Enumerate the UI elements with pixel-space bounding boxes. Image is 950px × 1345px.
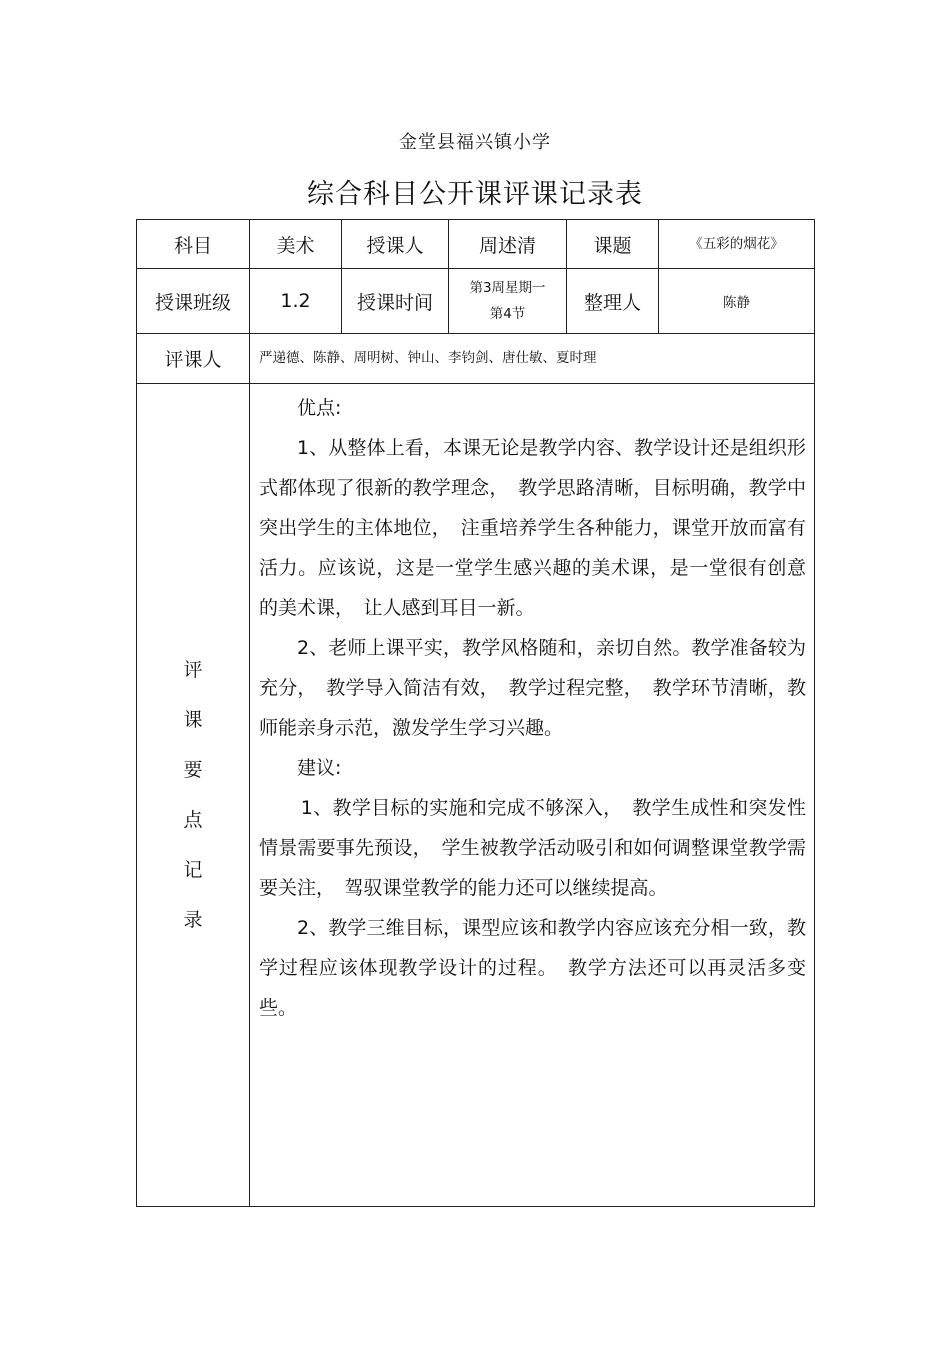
teacher-label: 授课人 (342, 220, 449, 269)
recorder-value: 陈静 (659, 269, 815, 334)
reviewers-value: 严递德、陈静、周明树、钟山、李钧剑、唐仕敏、夏时理 (250, 334, 815, 384)
vertical-char: 课 (183, 709, 203, 731)
time-line-2: 第4节 (489, 306, 526, 322)
time-value (449, 269, 567, 334)
reviewers-label: 评课人 (137, 334, 250, 384)
vertical-char: 要 (183, 759, 203, 781)
recorder-label: 整理人 (567, 269, 659, 334)
form-title: 综合科目公开课评课记录表 (307, 179, 643, 210)
class-label: 授课班级 (137, 269, 250, 334)
vertical-char: 录 (183, 909, 203, 931)
row-reviewers (137, 334, 815, 384)
vertical-char: 记 (183, 859, 203, 881)
topic-value: 《五彩的烟花》 (659, 220, 815, 269)
strength-paragraph-2: 2、老师上课平实，教学风格随和，亲切自然。教学准备较为充分， 教学导入简洁有效， 教学过程完整， 教学环节清晰，教师能亲身示范，激发学生学习兴趣。 (259, 637, 806, 739)
row-course-info (137, 220, 815, 269)
strength-paragraph-1: 1、从整体上看，本课无论是教学内容、教学设计还是组织形式都体现了很新的教学理念， 教学思路清晰，目标明确，教学中突出学生的主体地位， 注重培养学生各种能力，课堂开放而富有活力。应该说，这是一堂学生感兴趣的美术课，是一堂很有创意的美术课， 让人感到耳目一新。 (259, 437, 806, 619)
suggestion-paragraph-2: 2、教学三维目标，课型应该和教学内容应该充分相一致，教学过程应该体现教学设计的过程。 教学方法还可以再灵活多变些。 (259, 917, 806, 1019)
evaluation-table (136, 219, 815, 1207)
notes-vertical-label (137, 384, 250, 1207)
vertical-char: 评 (183, 659, 203, 681)
vertical-char: 点 (183, 809, 203, 831)
teacher-value: 周述清 (449, 220, 567, 269)
strengths-heading: 优点: (297, 397, 342, 419)
topic-label: 课题 (567, 220, 659, 269)
notes-content (250, 384, 815, 1207)
subject-value: 美术 (250, 220, 342, 269)
time-label: 授课时间 (342, 269, 449, 334)
time-line-1: 第3周星期一 (469, 280, 546, 296)
suggestions-heading: 建议: (297, 757, 342, 779)
class-value: 1.2 (250, 269, 342, 334)
row-notes (137, 384, 815, 1207)
row-class-info (137, 269, 815, 334)
school-name: 金堂县福兴镇小学 (399, 132, 551, 153)
subject-label: 科目 (137, 220, 250, 269)
suggestion-paragraph-1: 1、教学目标的实施和完成不够深入， 教学生成性和突发性情景需要事先预设， 学生被教学活动吸引和如何调整课堂教学需要关注， 驾驭课堂教学的能力还可以继续提高。 (259, 797, 806, 899)
